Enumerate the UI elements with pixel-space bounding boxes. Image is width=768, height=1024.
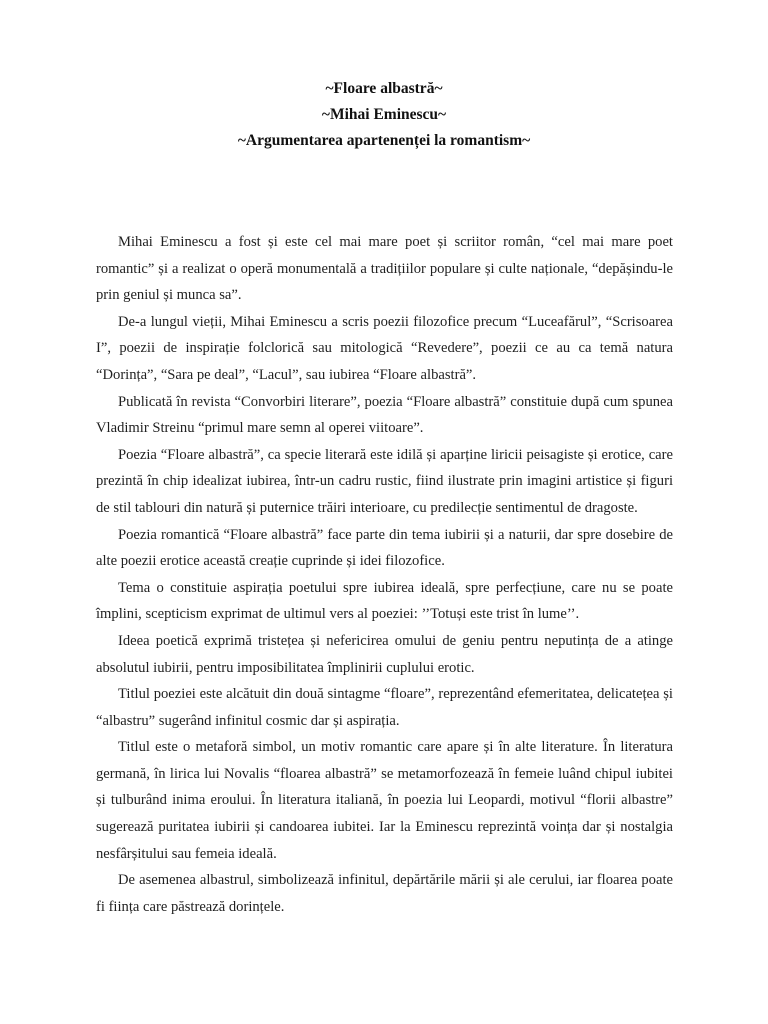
paragraph: Poezia “Floare albastră”, ca specie literară este idilă și aparține liricii peisagiste și erotice, care prezintă în chip idealizat iubirea, într-un cadru rustic, fiind ilustrate prin imagini artistice și figuri de stil tablouri din natură și puternice trăiri interioare, cu predilecție sentimentul de dragoste. (96, 446, 673, 516)
paragraph: Titlul poeziei este alcătuit din două sintagme “floare”, reprezentând efemeritatea, delicatețea și “albastru” sugerând infinitul cosmic dar și aspirația. (96, 686, 673, 729)
paragraph: Publicată în revista “Convorbiri literare”, poezia “Floare albastră” constituie după cum spunea Vladimir Streinu “primul mare semn al operei viitoare”. (96, 393, 673, 437)
author-name: ~Mihai Eminescu~ (321, 106, 447, 123)
paragraph: De-a lungul vieții, Mihai Eminescu a scris poezii filozofice precum “Luceafărul”, “Scrisoarea I”, poezii de inspirație folclorică sau mitologică “Revedere”, poezii ce au ca temă natura “Dorința”, “Sara pe deal”, “Lacul”, sau iubirea “Floare albastră”. (96, 313, 673, 383)
document-subtitle: ~Argumentarea apartenenței la romantism~ (237, 132, 531, 149)
paragraph: Ideea poetică exprimă tristețea și nefericirea omului de geniu pentru neputința de a atinge absolutul iubirii, pentru imposibilitatea împlinirii cuplului erotic. (96, 632, 673, 676)
document-title: ~Floare albastră~ (325, 80, 443, 97)
paragraph: De asemenea albastrul, simbolizează infinitul, depărtările mării și ale cerului, iar floarea poate fi ființa care păstrează dorințele. (96, 872, 673, 915)
essay-body (96, 229, 673, 920)
paragraph: Mihai Eminescu a fost și este cel mai mare poet și scriitor român, “cel mai mare poet romantic” și a realizat o operă monumentală a tradițiilor populare și culte naționale, “depășindu-le prin geniul și munca sa”. (96, 234, 673, 304)
title-block (0, 76, 768, 154)
paragraph: Titlul este o metaforă simbol, un motiv romantic care apare și în alte literature. În literatura germană, în lirica lui Novalis “floarea albastră” se metamorfozează în femeie luând chipul iubitei și tulburând inima eroului. În literatura italiană, în poezia lui Leopardi, motivul “florii albastre” sugerează puritatea iubirii și candoarea iubitei. Iar la Eminescu reprezintă voința dar și nostalgia nesfârșitului sau femeia ideală. (96, 739, 673, 862)
paragraph: Tema o constituie aspirația poetului spre iubirea ideală, spre perfecțiune, care nu se poate împlini, scepticism exprimat de ultimul vers al poeziei: ’’Totuși este trist în lume’’. (96, 579, 673, 623)
paragraph: Poezia romantică “Floare albastră” face parte din tema iubirii și a naturii, dar spre dosebire de alte poezii erotice această creație cuprinde și idei filozofice. (96, 526, 673, 570)
